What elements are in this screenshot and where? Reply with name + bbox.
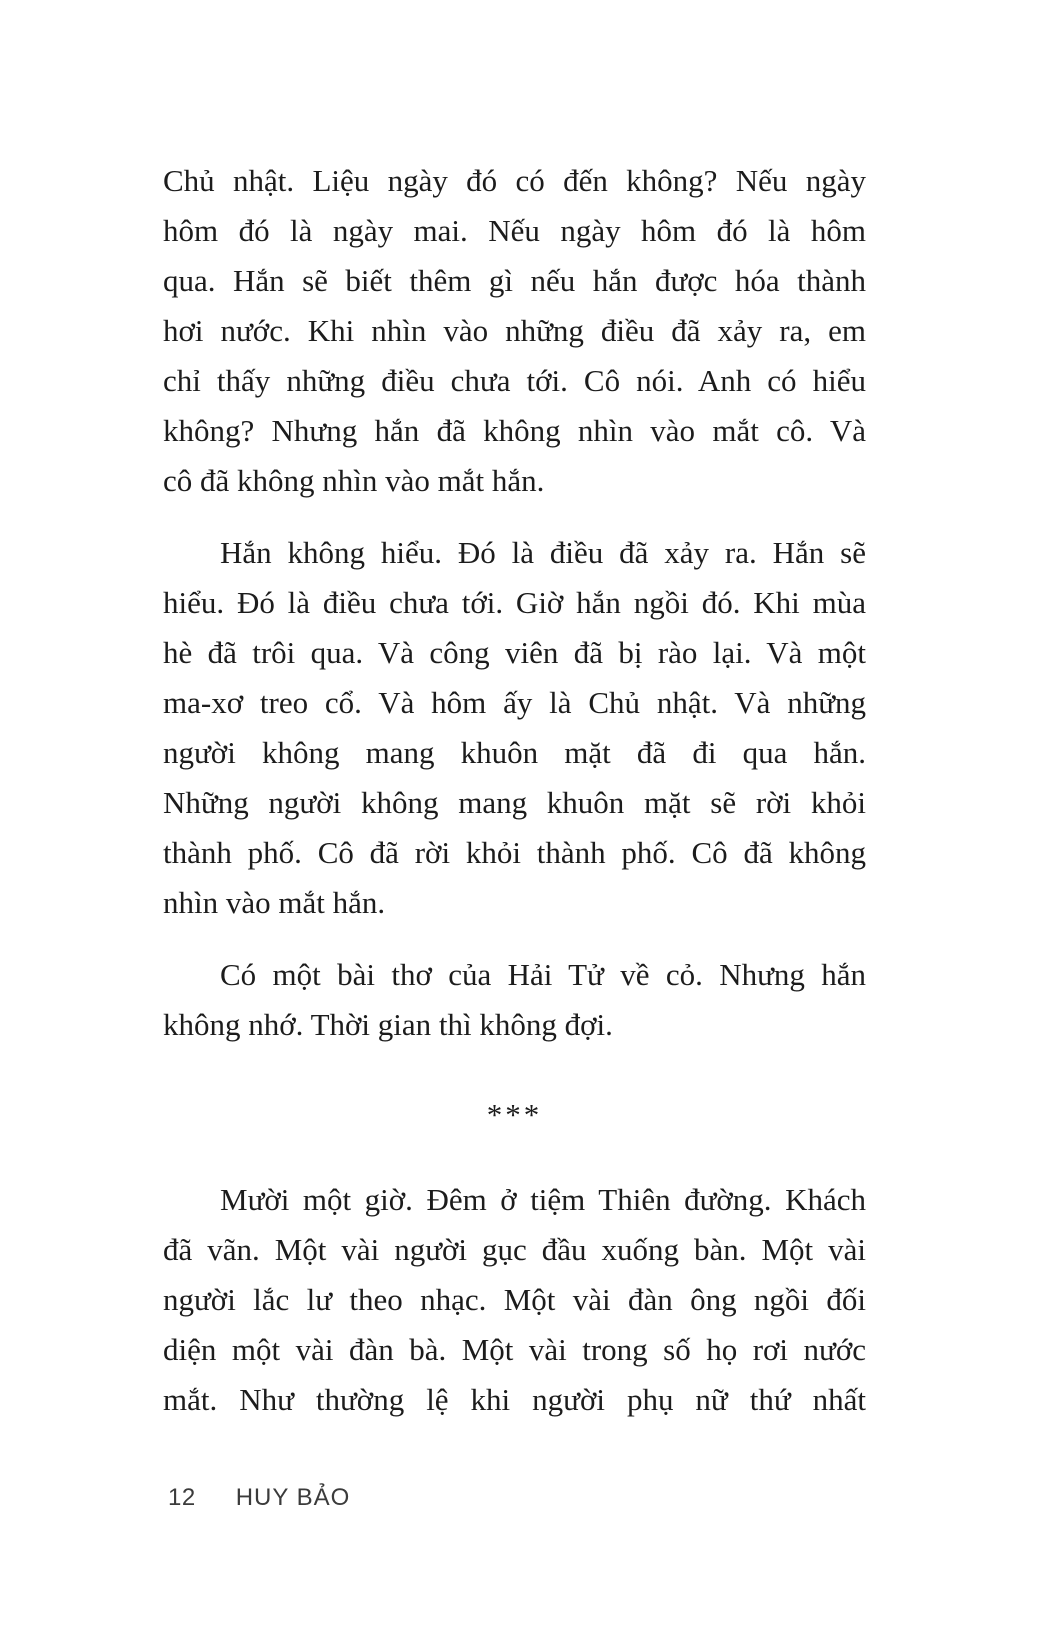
page-number: 12 [168, 1484, 196, 1511]
text-line: thành phố. Cô đã rời khỏi thành phố. Cô đã không [163, 835, 866, 870]
text-line: qua. Hắn sẽ biết thêm gì nếu hắn được hóa thành [163, 263, 866, 298]
text-line: cô đã không nhìn vào mắt hắn. [163, 463, 545, 498]
page-footer [168, 1484, 350, 1512]
text-line: Những người không mang khuôn mặt sẽ rời khỏi [163, 785, 866, 820]
text-line: Mười một giờ. Đêm ở tiệm Thiên đường. Khách [220, 1182, 866, 1217]
text-line: người không mang khuôn mặt đã đi qua hắn. [163, 735, 866, 770]
text-line: hôm đó là ngày mai. Nếu ngày hôm đó là hôm [163, 213, 866, 248]
page-text-area [163, 156, 866, 1447]
text-line: diện một vài đàn bà. Một vài trong số họ rơi nước [163, 1332, 866, 1367]
section-separator: *** [486, 1097, 543, 1132]
text-line: mắt. Như thường lệ khi người phụ nữ thứ nhất [163, 1382, 866, 1417]
text-line: hè đã trôi qua. Và công viên đã bị rào lại. Và một [163, 635, 866, 670]
text-line: Hắn không hiểu. Đó là điều đã xảy ra. Hắn sẽ [220, 535, 866, 570]
paragraph [163, 156, 866, 506]
text-line: đã vãn. Một vài người gục đầu xuống bàn. Một vài [163, 1232, 866, 1267]
text-line: không nhớ. Thời gian thì không đợi. [163, 1007, 613, 1042]
text-line: Chủ nhật. Liệu ngày đó có đến không? Nếu ngày [163, 163, 866, 198]
text-line: chỉ thấy những điều chưa tới. Cô nói. Anh có hiểu [163, 363, 866, 398]
text-line: Có một bài thơ của Hải Tử về cỏ. Nhưng hắn [220, 957, 866, 992]
text-line: người lắc lư theo nhạc. Một vài đàn ông ngồi đối [163, 1282, 866, 1317]
text-line: hiểu. Đó là điều chưa tới. Giờ hắn ngồi đó. Khi mùa [163, 585, 866, 620]
paragraph [163, 1175, 866, 1425]
text-line: hơi nước. Khi nhìn vào những điều đã xảy ra, em [163, 313, 866, 348]
text-line: nhìn vào mắt hắn. [163, 885, 386, 920]
paragraph [163, 950, 866, 1050]
paragraph [163, 528, 866, 928]
author-running-head: HUY BẢO [235, 1484, 351, 1511]
text-line: không? Nhưng hắn đã không nhìn vào mắt cô. Và [163, 413, 866, 448]
text-line: ma-xơ treo cổ. Và hôm ấy là Chủ nhật. Và những [163, 685, 866, 720]
